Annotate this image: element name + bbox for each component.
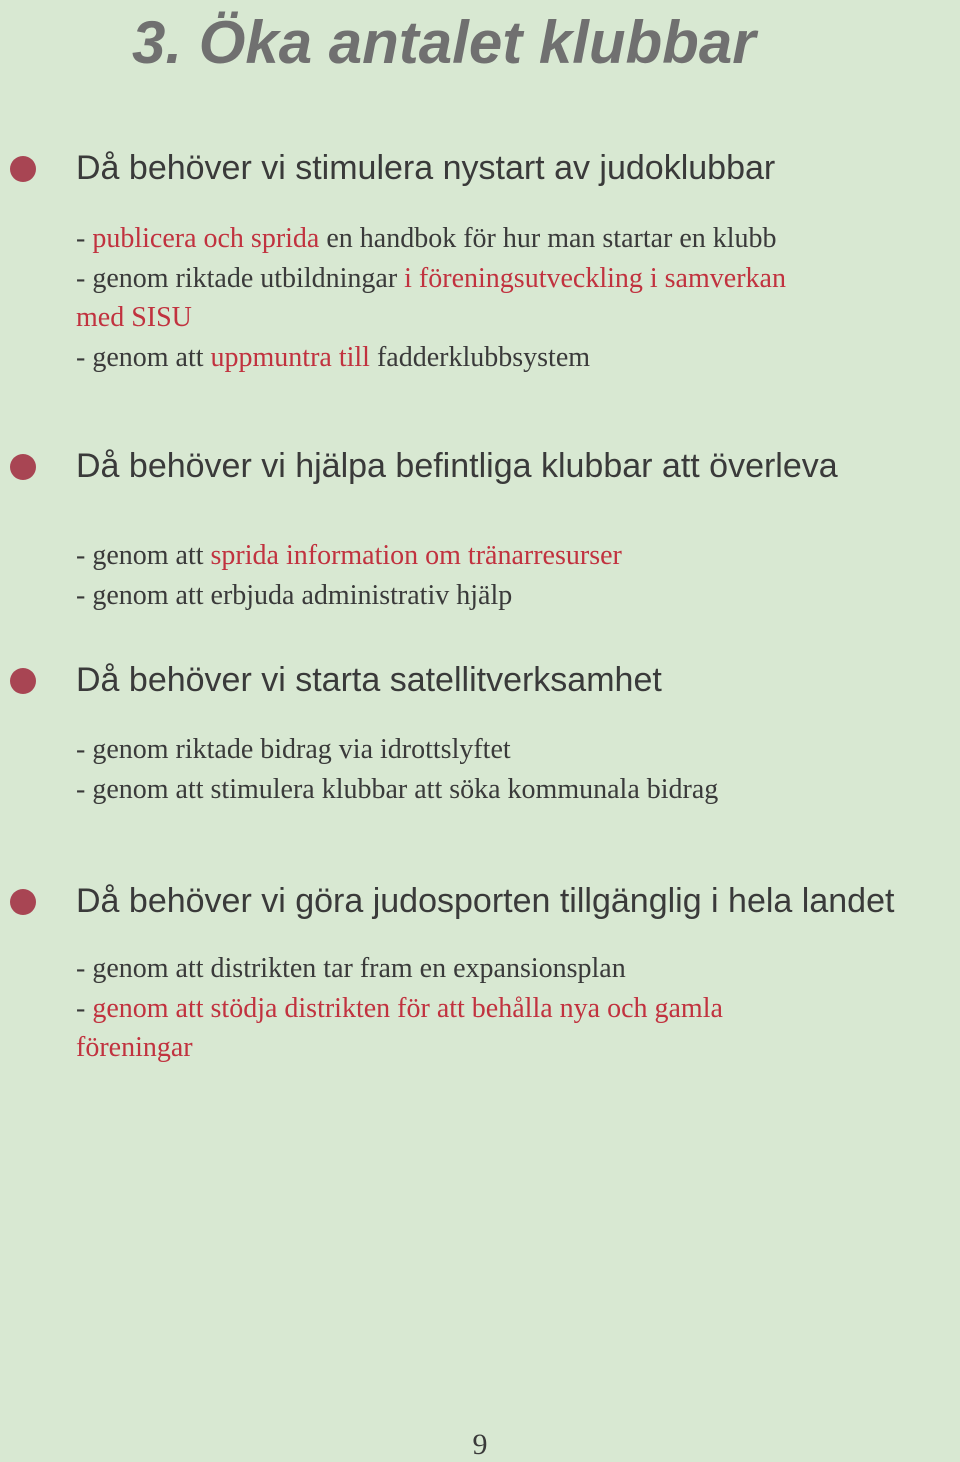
sub-point [76, 338, 786, 378]
sub-point-text: genom att [92, 341, 211, 373]
highlight-text: med SISU [76, 302, 192, 333]
section-heading: Då behöver vi göra judosporten tillgänglig i hela landet [76, 882, 895, 920]
section-heading: Då behöver vi stimulera nystart av judoklubbar [76, 149, 776, 187]
sub-point-text: genom att stimulera klubbar att söka kommunala bidrag [92, 773, 719, 805]
dash-marker: - [76, 579, 93, 611]
page-number: 9 [472, 1428, 488, 1461]
sub-point-continuation [76, 298, 786, 338]
bullet-icon [10, 454, 36, 480]
sub-point [76, 219, 786, 259]
bullet-icon [10, 668, 36, 694]
dash-marker: - [76, 223, 93, 254]
page-title: 3. Öka antalet klubbar [132, 9, 756, 76]
dash-marker: - [76, 262, 93, 294]
dash-marker: - [76, 540, 93, 571]
sub-point-text: en handbok för hur man startar en klubb [319, 223, 777, 254]
dash-marker: - [76, 953, 93, 984]
sub-point-text: genom att [92, 540, 211, 571]
sub-point [76, 949, 723, 989]
sub-point-text: genom riktade bidrag via idrottslyftet [92, 734, 511, 765]
section-heading: Då behöver vi starta satellitverksamhet [76, 661, 662, 699]
sub-point-list [76, 949, 723, 1068]
sub-point-list [76, 536, 622, 615]
sub-point [76, 536, 622, 576]
sub-point-text: genom riktade utbildningar [92, 262, 405, 294]
dash-marker: - [76, 992, 93, 1024]
sub-point [76, 730, 718, 770]
highlight-text: i föreningsutveckling i samverkan [404, 262, 786, 294]
sub-point-text: genom att erbjuda administrativ hjälp [92, 579, 513, 611]
sub-point-continuation [76, 1028, 723, 1068]
dash-marker: - [76, 341, 93, 373]
sub-point [76, 576, 622, 616]
sub-point [76, 989, 723, 1029]
highlight-text: publicera och sprida [92, 223, 320, 254]
highlight-text: sprida information om tränarresurser [210, 540, 622, 571]
dash-marker: - [76, 773, 93, 805]
sub-point [76, 770, 718, 810]
sub-point-text: genom att distrikten tar fram en expansionsplan [92, 953, 626, 984]
sub-point-text: fadderklubbsystem [369, 341, 591, 373]
sub-point-list [76, 730, 718, 809]
highlight-text: uppmuntra till [210, 341, 370, 373]
dash-marker: - [76, 734, 93, 765]
bullet-icon [10, 889, 36, 915]
section-heading: Då behöver vi hjälpa befintliga klubbar att överleva [76, 447, 838, 485]
sub-point [76, 259, 786, 299]
sub-point-list [76, 219, 786, 377]
highlight-text: föreningar [76, 1032, 193, 1063]
highlight-text: genom att stödja distrikten för att behålla nya och gamla [92, 992, 723, 1024]
bullet-icon [10, 156, 36, 182]
